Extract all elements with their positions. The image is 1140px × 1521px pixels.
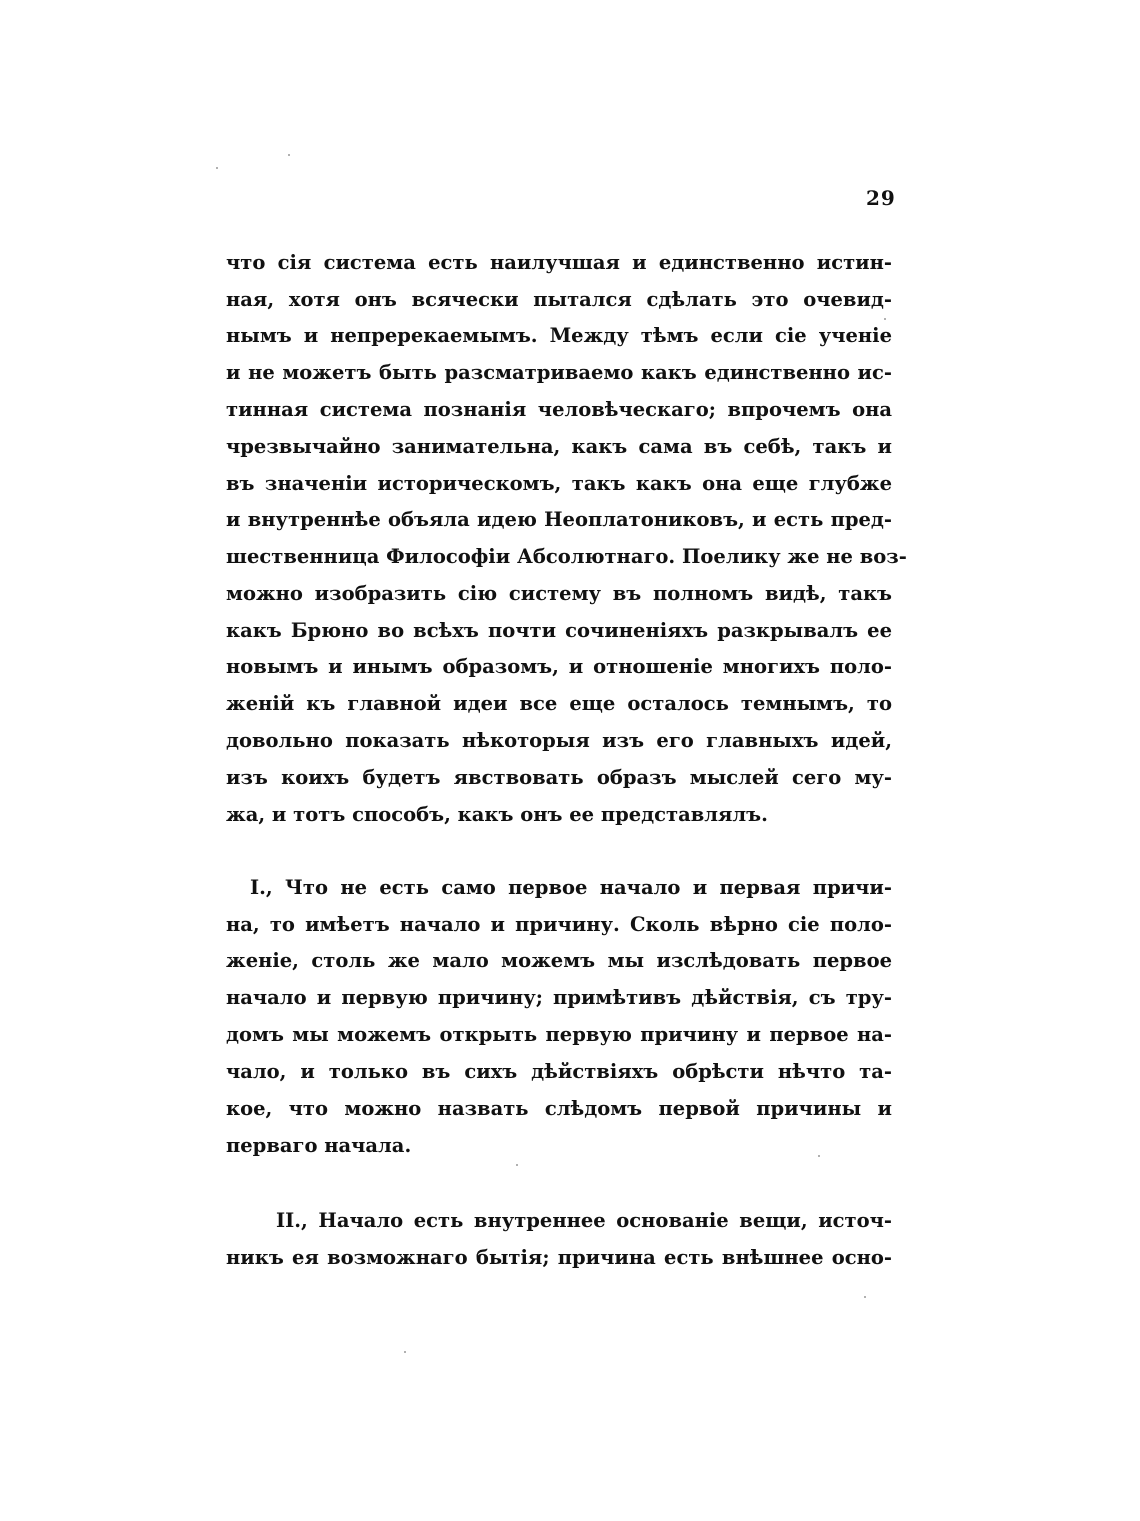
text-line: шественница Философіи Абсолютнаго. Поелику же не воз-	[226, 545, 907, 568]
scan-speck	[516, 1164, 518, 1166]
text-line: нымъ и непререкаемымъ. Между тѣмъ если сіе ученіе	[226, 324, 892, 347]
scan-speck	[288, 154, 290, 156]
text-line: новымъ и инымъ образомъ, и отношеніе многихъ поло-	[226, 655, 892, 678]
text-line: чрезвычайно занимательна, какъ сама въ себѣ, такъ и	[226, 435, 892, 458]
text-line: и внутреннѣе объяла идею Неоплатониковъ, и есть пред-	[226, 508, 892, 531]
text-line: можно изобразить сію систему въ полномъ видѣ, такъ	[226, 582, 892, 605]
page-number: 29	[866, 186, 896, 210]
text-line: перваго начала.	[226, 1134, 412, 1157]
text-line: изъ коихъ будетъ явствовать образъ мыслей сего му-	[226, 766, 892, 789]
text-line: какъ Брюно во всѣхъ почти сочиненіяхъ разкрывалъ ее	[226, 619, 892, 642]
text-line: жа, и тотъ способъ, какъ онъ ее представлялъ.	[226, 803, 768, 826]
text-line: и не можетъ быть разсматриваемо какъ единственно ис-	[226, 361, 892, 384]
text-line: чало, и только въ сихъ дѣйствіяхъ обрѣсти нѣчто та-	[226, 1060, 892, 1083]
text-line: кое, что можно назвать слѣдомъ первой причины и	[226, 1097, 892, 1120]
scan-speck	[818, 1155, 820, 1157]
text-line: тинная система познанія человѣческаго; впрочемъ она	[226, 398, 892, 421]
text-line: довольно показать нѣкоторыя изъ его главныхъ идей,	[226, 729, 892, 752]
text-line: въ значеніи историческомъ, такъ какъ она еще глубже	[226, 472, 892, 495]
scan-speck	[216, 167, 218, 169]
text-line: домъ мы можемъ открыть первую причину и первое на-	[226, 1023, 892, 1046]
text-line: ная, хотя онъ всячески пытался сдѣлать это очевид-	[226, 288, 892, 311]
text-line: II., Начало есть внутреннее основаніе вещи, источ-	[276, 1209, 892, 1232]
text-line: на, то имѣетъ начало и причину. Сколь вѣрно сіе поло-	[226, 913, 892, 936]
scan-speck	[864, 1296, 866, 1298]
text-line: никъ ея возможнаго бытія; причина есть внѣшнее осно-	[226, 1246, 892, 1269]
text-line: что сія система есть наилучшая и единственно истин-	[226, 251, 892, 274]
scan-speck	[884, 318, 886, 320]
text-line: женіе, столь же мало можемъ мы изслѣдовать первое	[226, 949, 892, 972]
text-line: I., Что не есть само первое начало и первая причи-	[250, 876, 892, 899]
scan-speck	[404, 1351, 406, 1353]
text-line: женій къ главной идеи все еще осталось темнымъ, то	[226, 692, 892, 715]
text-line: начало и первую причину; примѣтивъ дѣйствія, съ тру-	[226, 986, 892, 1009]
